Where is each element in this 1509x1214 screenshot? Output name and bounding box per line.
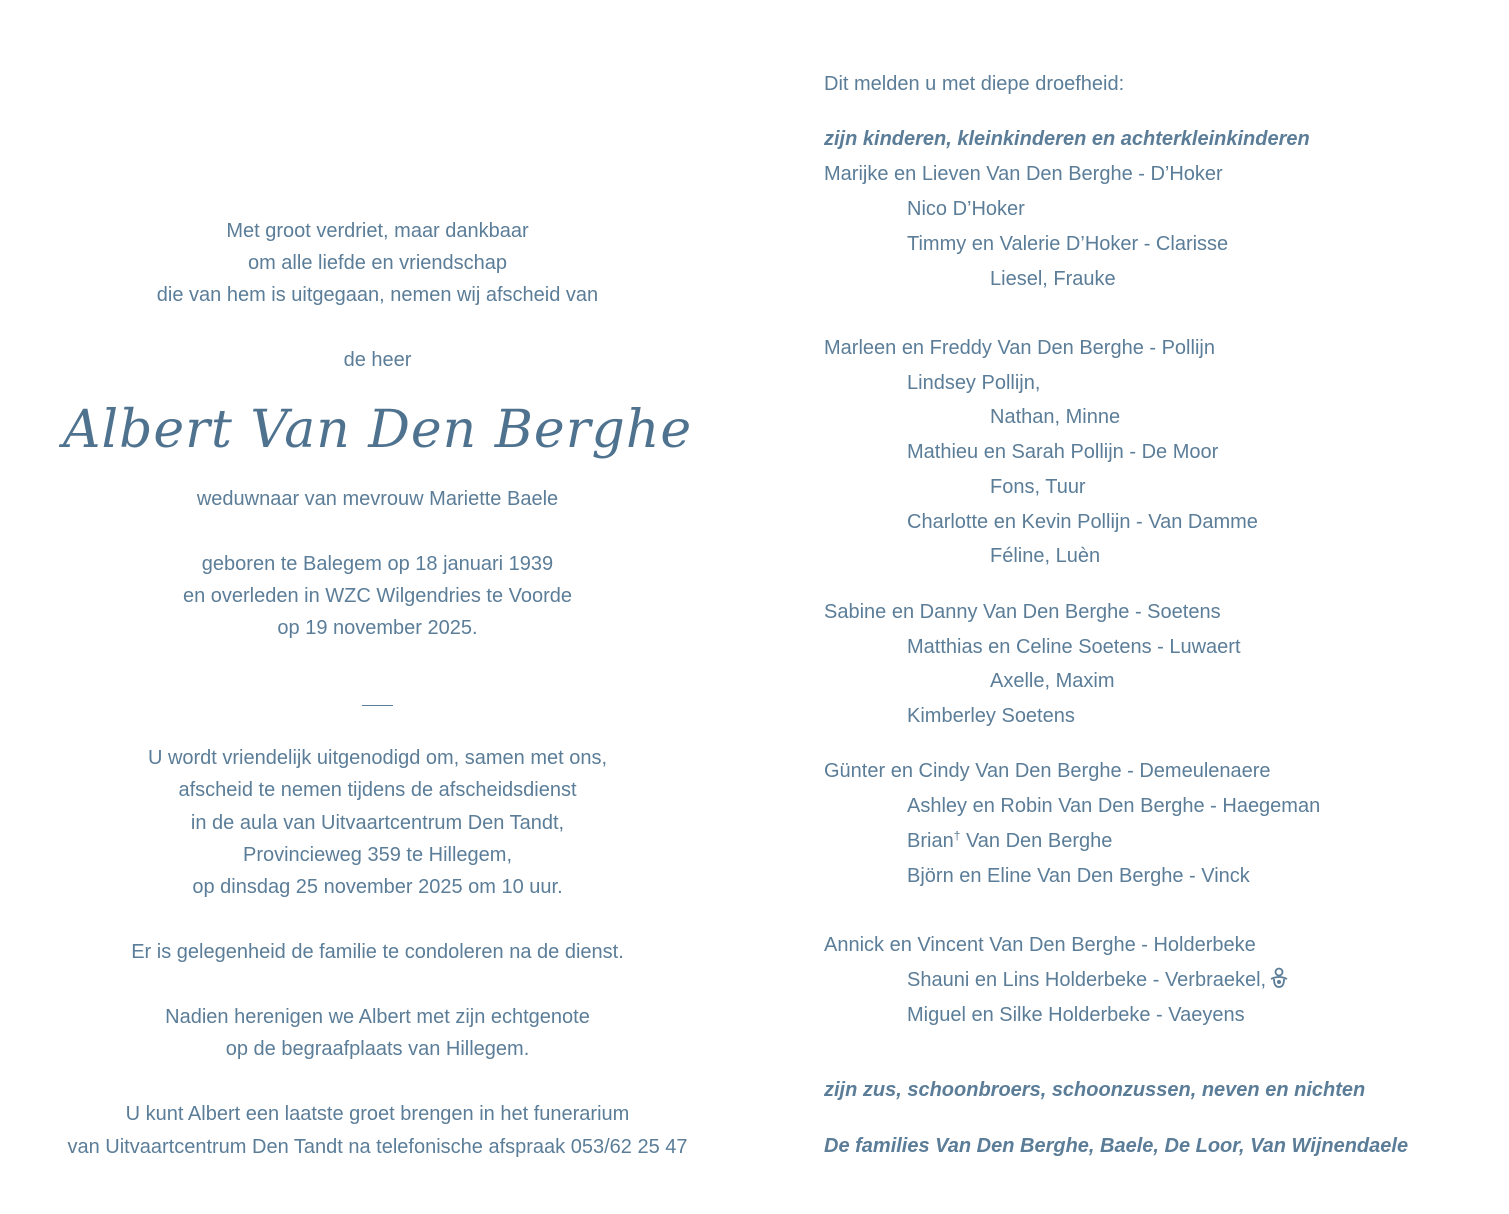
family-line: Fons, Tuur <box>990 476 1086 498</box>
family-line: Annick en Vincent Van Den Berghe - Holderbeke <box>824 934 1256 956</box>
intro-line-2: om alle liefde en vriendschap <box>247 252 508 274</box>
family-name-part: Brian <box>907 830 954 852</box>
children-heading: zijn kinderen, kleinkinderen en achterkleinkinderen <box>824 128 1310 150</box>
family-line: Matthias en Celine Soetens - Luwaert <box>907 636 1241 658</box>
divider <box>362 705 393 706</box>
family-line: Timmy en Valerie D’Hoker - Clarisse <box>907 233 1229 255</box>
invitation-line-1: U wordt vriendelijk uitgenodigd om, samen met ons, <box>147 747 608 769</box>
families-heading: De families Van Den Berghe, Baele, De Loor, Van Wijnendaele <box>824 1135 1409 1157</box>
burial-line-2: op de begraafplaats van Hillegem. <box>225 1038 530 1060</box>
death-line: en overleden in WZC Wilgendries te Voorde <box>182 585 573 607</box>
family-line: Günter en Cindy Van Den Berghe - Demeulenaere <box>824 760 1271 782</box>
right-intro: Dit melden u met diepe droefheid: <box>824 73 1125 95</box>
family-line: Charlotte en Kevin Pollijn - Van Damme <box>907 511 1258 533</box>
family-line: Nathan, Minne <box>990 406 1121 428</box>
family-line: Björn en Eline Van Den Berghe - Vinck <box>907 865 1250 887</box>
intro-line-1: Met groot verdriet, maar dankbaar <box>226 220 529 242</box>
title-prefix: de heer <box>343 349 412 371</box>
deceased-name: Albert Van Den Berghe <box>62 400 693 460</box>
family-line <box>907 827 1112 855</box>
family-line: Liesel, Frauke <box>990 268 1116 290</box>
invitation-line-3: in de aula van Uitvaartcentrum Den Tandt, <box>190 812 565 834</box>
family-line: Sabine en Danny Van Den Berghe - Soetens <box>824 601 1221 623</box>
funerarium-line-1: U kunt Albert een laatste groet brengen in het funerarium <box>125 1103 630 1125</box>
family-line: Axelle, Maxim <box>990 670 1115 692</box>
family-line: Lindsey Pollijn, <box>907 372 1041 394</box>
family-line: Marijke en Lieven Van Den Berghe - D’Hoker <box>824 163 1223 185</box>
widower-line: weduwnaar van mevrouw Mariette Baele <box>196 488 559 510</box>
invitation-line-2: afscheid te nemen tijdens de afscheidsdienst <box>178 779 577 801</box>
burial-line-1: Nadien herenigen we Albert met zijn echtgenote <box>165 1006 590 1028</box>
family-line: Kimberley Soetens <box>907 705 1075 727</box>
family-line <box>907 966 1290 998</box>
pacifier-icon <box>1268 966 1290 998</box>
intro-line-3: die van hem is uitgegaan, nemen wij afscheid van <box>156 284 599 306</box>
family-line: Nico D’Hoker <box>907 198 1025 220</box>
invitation-line-4: Provincieweg 359 te Hillegem, <box>242 844 513 866</box>
condolence-line: Er is gelegenheid de familie te condoleren na de dienst. <box>131 941 624 963</box>
family-name-part: Shauni en Lins Holderbeke - Verbraekel, <box>907 969 1267 991</box>
family-line: Miguel en Silke Holderbeke - Vaeyens <box>907 1004 1245 1026</box>
siblings-heading: zijn zus, schoonbroers, schoonzussen, neven en nichten <box>824 1079 1366 1101</box>
deceased-cross: † <box>953 828 961 843</box>
family-line: Ashley en Robin Van Den Berghe - Haegeman <box>907 795 1321 817</box>
family-name-part: Van Den Berghe <box>960 830 1113 852</box>
funerarium-line-2: van Uitvaartcentrum Den Tandt na telefonische afspraak 053/62 25 47 <box>67 1136 688 1158</box>
family-line: Marleen en Freddy Van Den Berghe - Pollijn <box>824 337 1215 359</box>
birth-line: geboren te Balegem op 18 januari 1939 <box>201 553 554 575</box>
death-date-line: op 19 november 2025. <box>277 617 478 639</box>
invitation-line-5: op dinsdag 25 november 2025 om 10 uur. <box>192 876 563 898</box>
family-line: Mathieu en Sarah Pollijn - De Moor <box>907 441 1219 463</box>
family-line: Féline, Luèn <box>990 545 1101 567</box>
